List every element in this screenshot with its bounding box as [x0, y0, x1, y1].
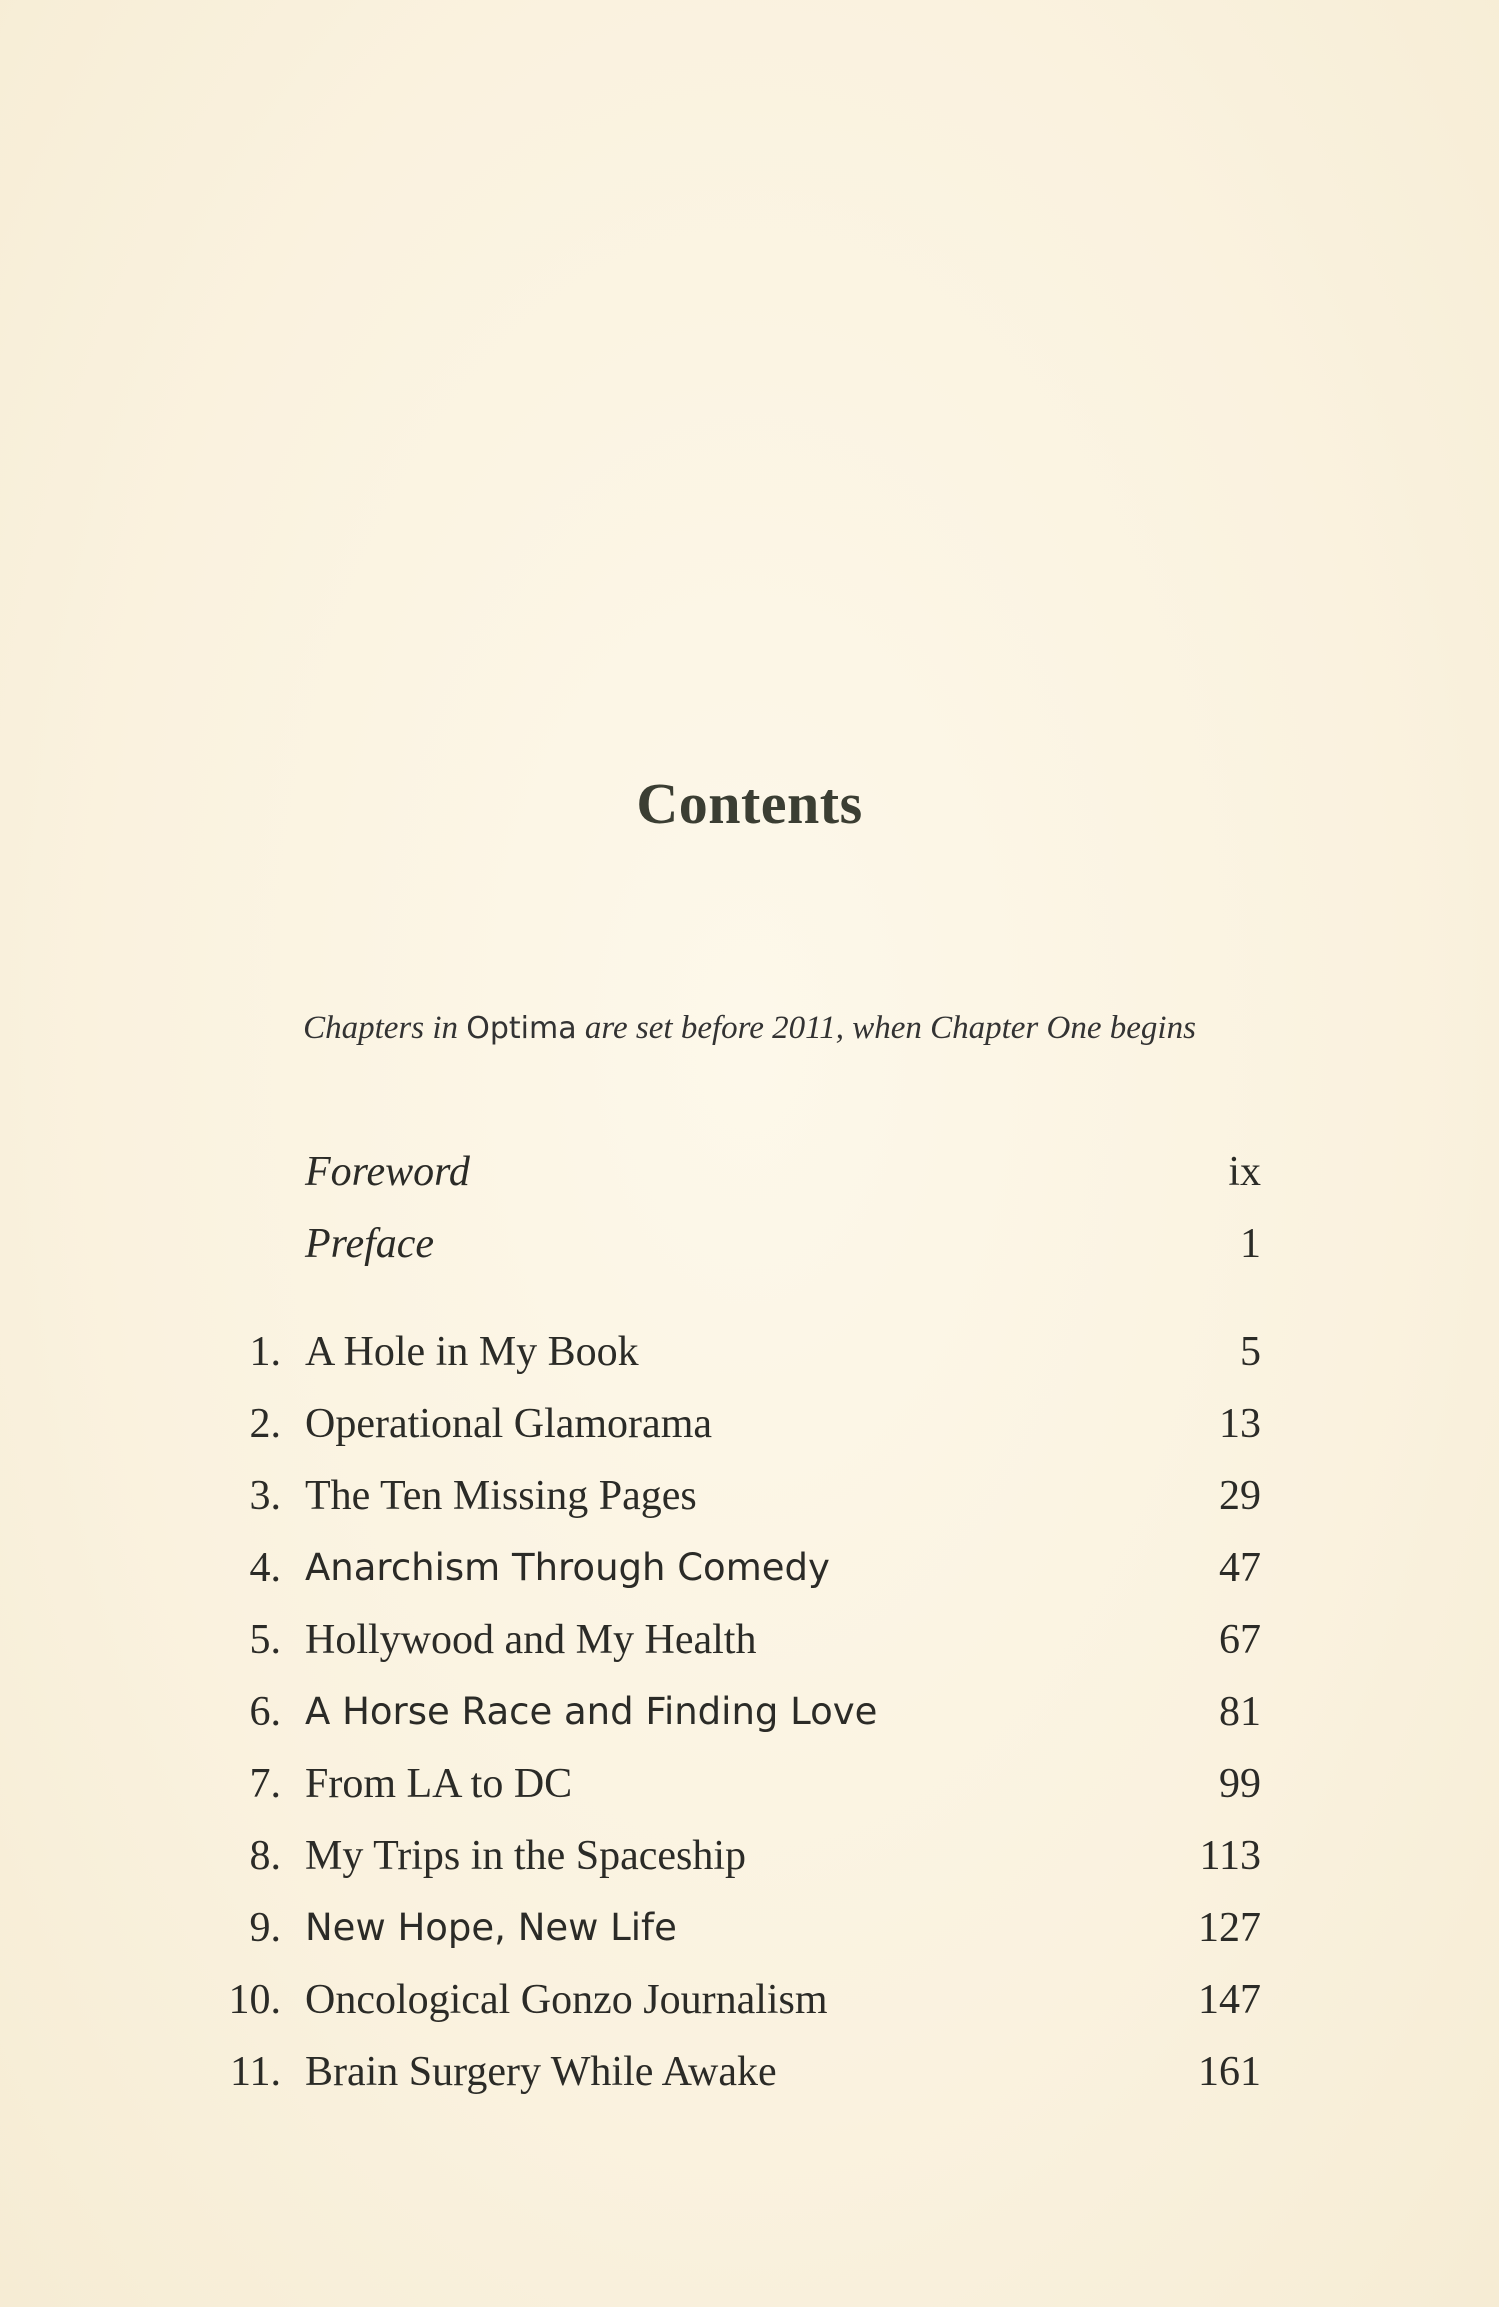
toc-entry-chapter — [0, 2042, 1499, 2102]
toc-entry-page: 81 — [1219, 1689, 1261, 1735]
toc-entry-title: Oncological Gonzo Journalism — [305, 1977, 828, 2023]
toc-entry-title: My Trips in the Spaceship — [305, 1833, 747, 1879]
page-title: Contents — [636, 771, 863, 836]
toc-entry-chapter — [0, 1610, 1499, 1670]
toc-entry-page: 67 — [1219, 1617, 1261, 1663]
toc-entry-number: 6. — [249, 1689, 281, 1735]
toc-entry-page: 13 — [1219, 1401, 1261, 1447]
contents-note-part-3: are set before 2011, when Chapter One begins — [584, 1010, 1196, 1046]
toc-entry-chapter — [0, 1466, 1499, 1526]
toc-entry-title: Preface — [305, 1221, 435, 1267]
toc-entry-title: A Hole in My Book — [305, 1329, 639, 1375]
toc-entry-title: Brain Surgery While Awake — [305, 2049, 777, 2095]
toc-entry-page: 127 — [1198, 1905, 1261, 1951]
toc-entry-page: 99 — [1219, 1761, 1261, 1807]
toc-entry-chapter — [0, 1826, 1499, 1886]
toc-entry-chapter — [0, 1394, 1499, 1454]
toc-entry-page: 161 — [1198, 2049, 1261, 2095]
toc-entry-chapter — [0, 1322, 1499, 1382]
toc-entry-title: Foreword — [305, 1149, 470, 1195]
toc-entry-title: Anarchism Through Comedy — [305, 1546, 830, 1589]
toc-entry-page: 29 — [1219, 1473, 1261, 1519]
toc-entry-number: 2. — [249, 1401, 281, 1447]
toc-entry-number: 10. — [228, 1977, 281, 2023]
toc-entry-chapter — [0, 1682, 1499, 1742]
toc-entry-preface — [0, 1214, 1499, 1274]
toc-entry-page: 147 — [1198, 1977, 1261, 2023]
toc-entry-title: Hollywood and My Health — [305, 1617, 757, 1663]
toc-entry-number: 1. — [249, 1329, 281, 1375]
toc-entry-number: 4. — [249, 1545, 281, 1591]
toc-entry-number: 11. — [230, 2049, 281, 2095]
toc-entry-page: 1 — [1240, 1221, 1261, 1267]
contents-note-typeface: Optima — [466, 1011, 577, 1046]
toc-entry-number: 5. — [249, 1617, 281, 1663]
toc-entry-chapter — [0, 1754, 1499, 1814]
toc-entry-page: 5 — [1240, 1329, 1261, 1375]
toc-entry-title: The Ten Missing Pages — [305, 1473, 697, 1519]
toc-entry-chapter — [0, 1970, 1499, 2030]
toc-entry-number: 9. — [249, 1905, 281, 1951]
toc-entry-page: 113 — [1199, 1833, 1261, 1879]
toc-entry-title: New Hope, New Life — [305, 1906, 677, 1949]
toc-entry-page: 47 — [1219, 1545, 1261, 1591]
toc-entry-chapter — [0, 1538, 1499, 1598]
contents-note — [0, 1010, 1499, 1047]
toc-entry-number: 7. — [249, 1761, 281, 1807]
toc-entry-title: From LA to DC — [305, 1761, 573, 1807]
toc-entry-number: 8. — [249, 1833, 281, 1879]
toc-entry-page: ix — [1228, 1149, 1261, 1195]
toc-entry-number: 3. — [249, 1473, 281, 1519]
contents-note-part-1: Chapters in — [303, 1010, 459, 1046]
toc-entry-title: A Horse Race and Finding Love — [305, 1690, 878, 1733]
toc-entry-foreword — [0, 1142, 1499, 1202]
toc-entry-title: Operational Glamorama — [305, 1401, 712, 1447]
toc-entry-chapter — [0, 1898, 1499, 1958]
